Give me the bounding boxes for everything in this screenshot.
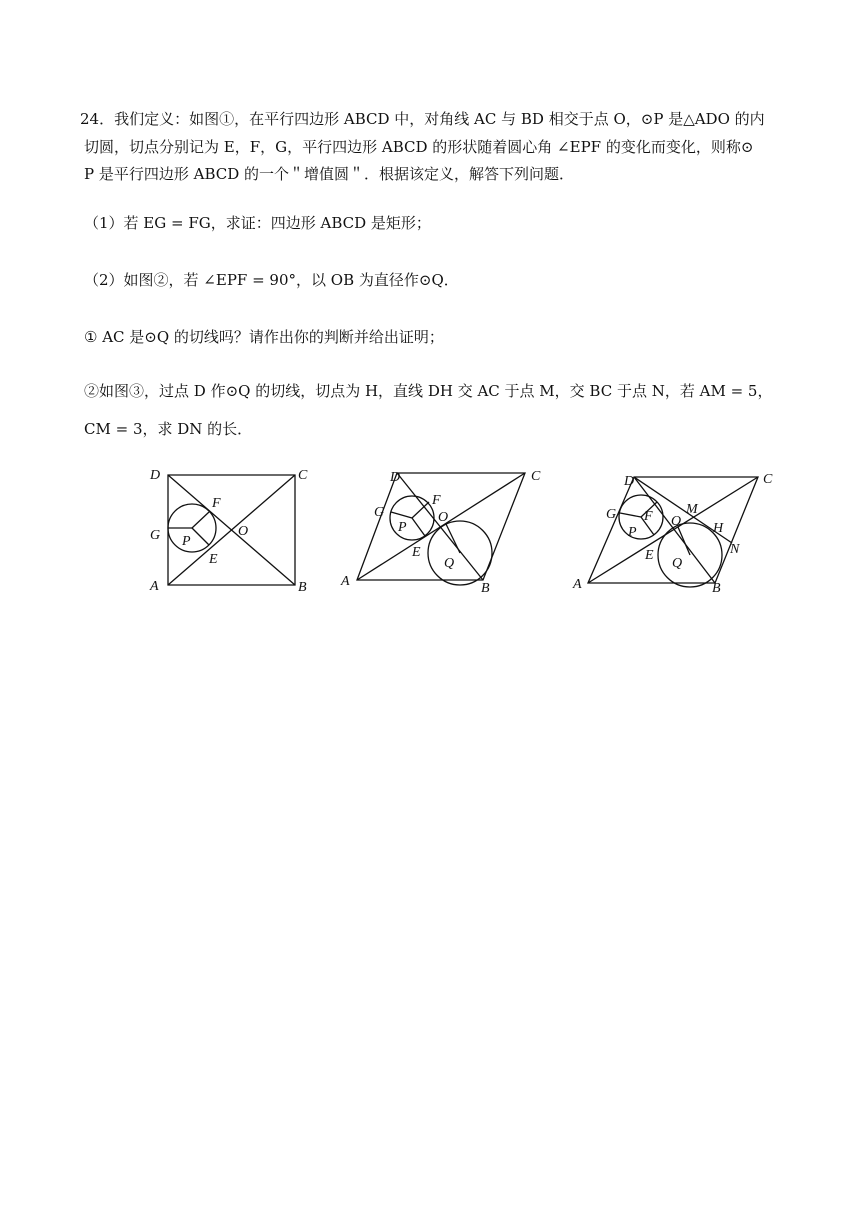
fig3-label-c: C <box>763 472 773 487</box>
fig3-label-g: G <box>606 507 617 522</box>
fig2-radius-pg <box>391 512 412 518</box>
fig2-label-c: C <box>531 469 541 484</box>
fig2-label-e: E <box>412 545 421 560</box>
figure-3 <box>572 472 773 596</box>
fig2-label-o: O <box>438 510 449 525</box>
fig1-label-d: D <box>150 468 161 483</box>
fig3-label-d: D <box>624 474 635 489</box>
fig3-label-e: E <box>645 548 654 563</box>
fig3-label-n: N <box>730 542 740 557</box>
fig2-label-a: A <box>341 574 350 589</box>
fig3-label-p: P <box>628 525 637 540</box>
figure-2 <box>340 469 541 596</box>
fig2-label-q: Q <box>444 556 455 571</box>
fig1-label-b: B <box>298 580 307 595</box>
fig1-label-e: E <box>209 552 218 567</box>
fig2-label-d: D <box>390 470 401 485</box>
question-1: （1）若 EG = FG，求证：四边形 ABCD 是矩形； <box>84 214 431 232</box>
fig1-label-o: O <box>238 524 249 539</box>
problem-line-1: 24．我们定义：如图①，在平行四边形 ABCD 中，对角线 AC 与 BD 相交于点 O，⊙P 是△ADO 的内 <box>80 110 765 128</box>
problem-line-2: 切圆，切点分别记为 E，F，G，平行四边形 ABCD 的形状随着圆心角 ∠EPF 的变化而变化，则称⊙ <box>84 138 754 156</box>
fig3-label-o: O <box>671 514 682 529</box>
fig2-diagonal-bd <box>397 473 483 580</box>
fig3-label-h: H <box>713 521 724 536</box>
figures <box>140 455 800 605</box>
fig1-label-p: P <box>182 534 191 549</box>
fig3-radius-q <box>678 527 690 555</box>
question-2: （2）如图②，若 ∠EPF = 90°，以 OB 为直径作⊙Q． <box>84 271 459 289</box>
figure-1 <box>149 468 308 595</box>
problem-line-3: P 是平行四边形 ABCD 的一个＂增值圆＂．根据该定义，解答下列问题． <box>84 165 575 183</box>
fig3-label-q: Q <box>672 556 683 571</box>
fig2-label-f: F <box>432 493 441 508</box>
fig1-label-c: C <box>298 468 308 483</box>
fig2-radius-q <box>446 524 460 553</box>
question-2b-line-1: ②如图③，过点 D 作⊙Q 的切线，切点为 H，直线 DH 交 AC 于点 M，交 BC 于点 N，若 AM = 5， <box>84 382 773 400</box>
fig1-radius-pf <box>192 512 209 528</box>
fig3-label-a: A <box>573 577 582 592</box>
fig1-label-g: G <box>150 528 161 543</box>
fig1-label-a: A <box>150 579 159 594</box>
fig3-label-b: B <box>712 581 721 596</box>
question-2a: ① AC 是⊙Q 的切线吗？请作出你的判断并给出证明； <box>84 328 444 346</box>
fig2-label-p: P <box>398 520 407 535</box>
fig3-radius-pg <box>620 513 641 517</box>
fig1-label-f: F <box>212 496 221 511</box>
fig2-radius-pe <box>412 518 425 536</box>
fig2-label-b: B <box>481 581 490 596</box>
fig3-label-m: M <box>686 502 698 517</box>
question-2b-line-2: CM = 3，求 DN 的长． <box>84 420 253 438</box>
fig3-label-f: F <box>644 509 653 524</box>
fig2-label-g: G <box>374 505 385 520</box>
fig1-radius-pe <box>192 528 209 545</box>
